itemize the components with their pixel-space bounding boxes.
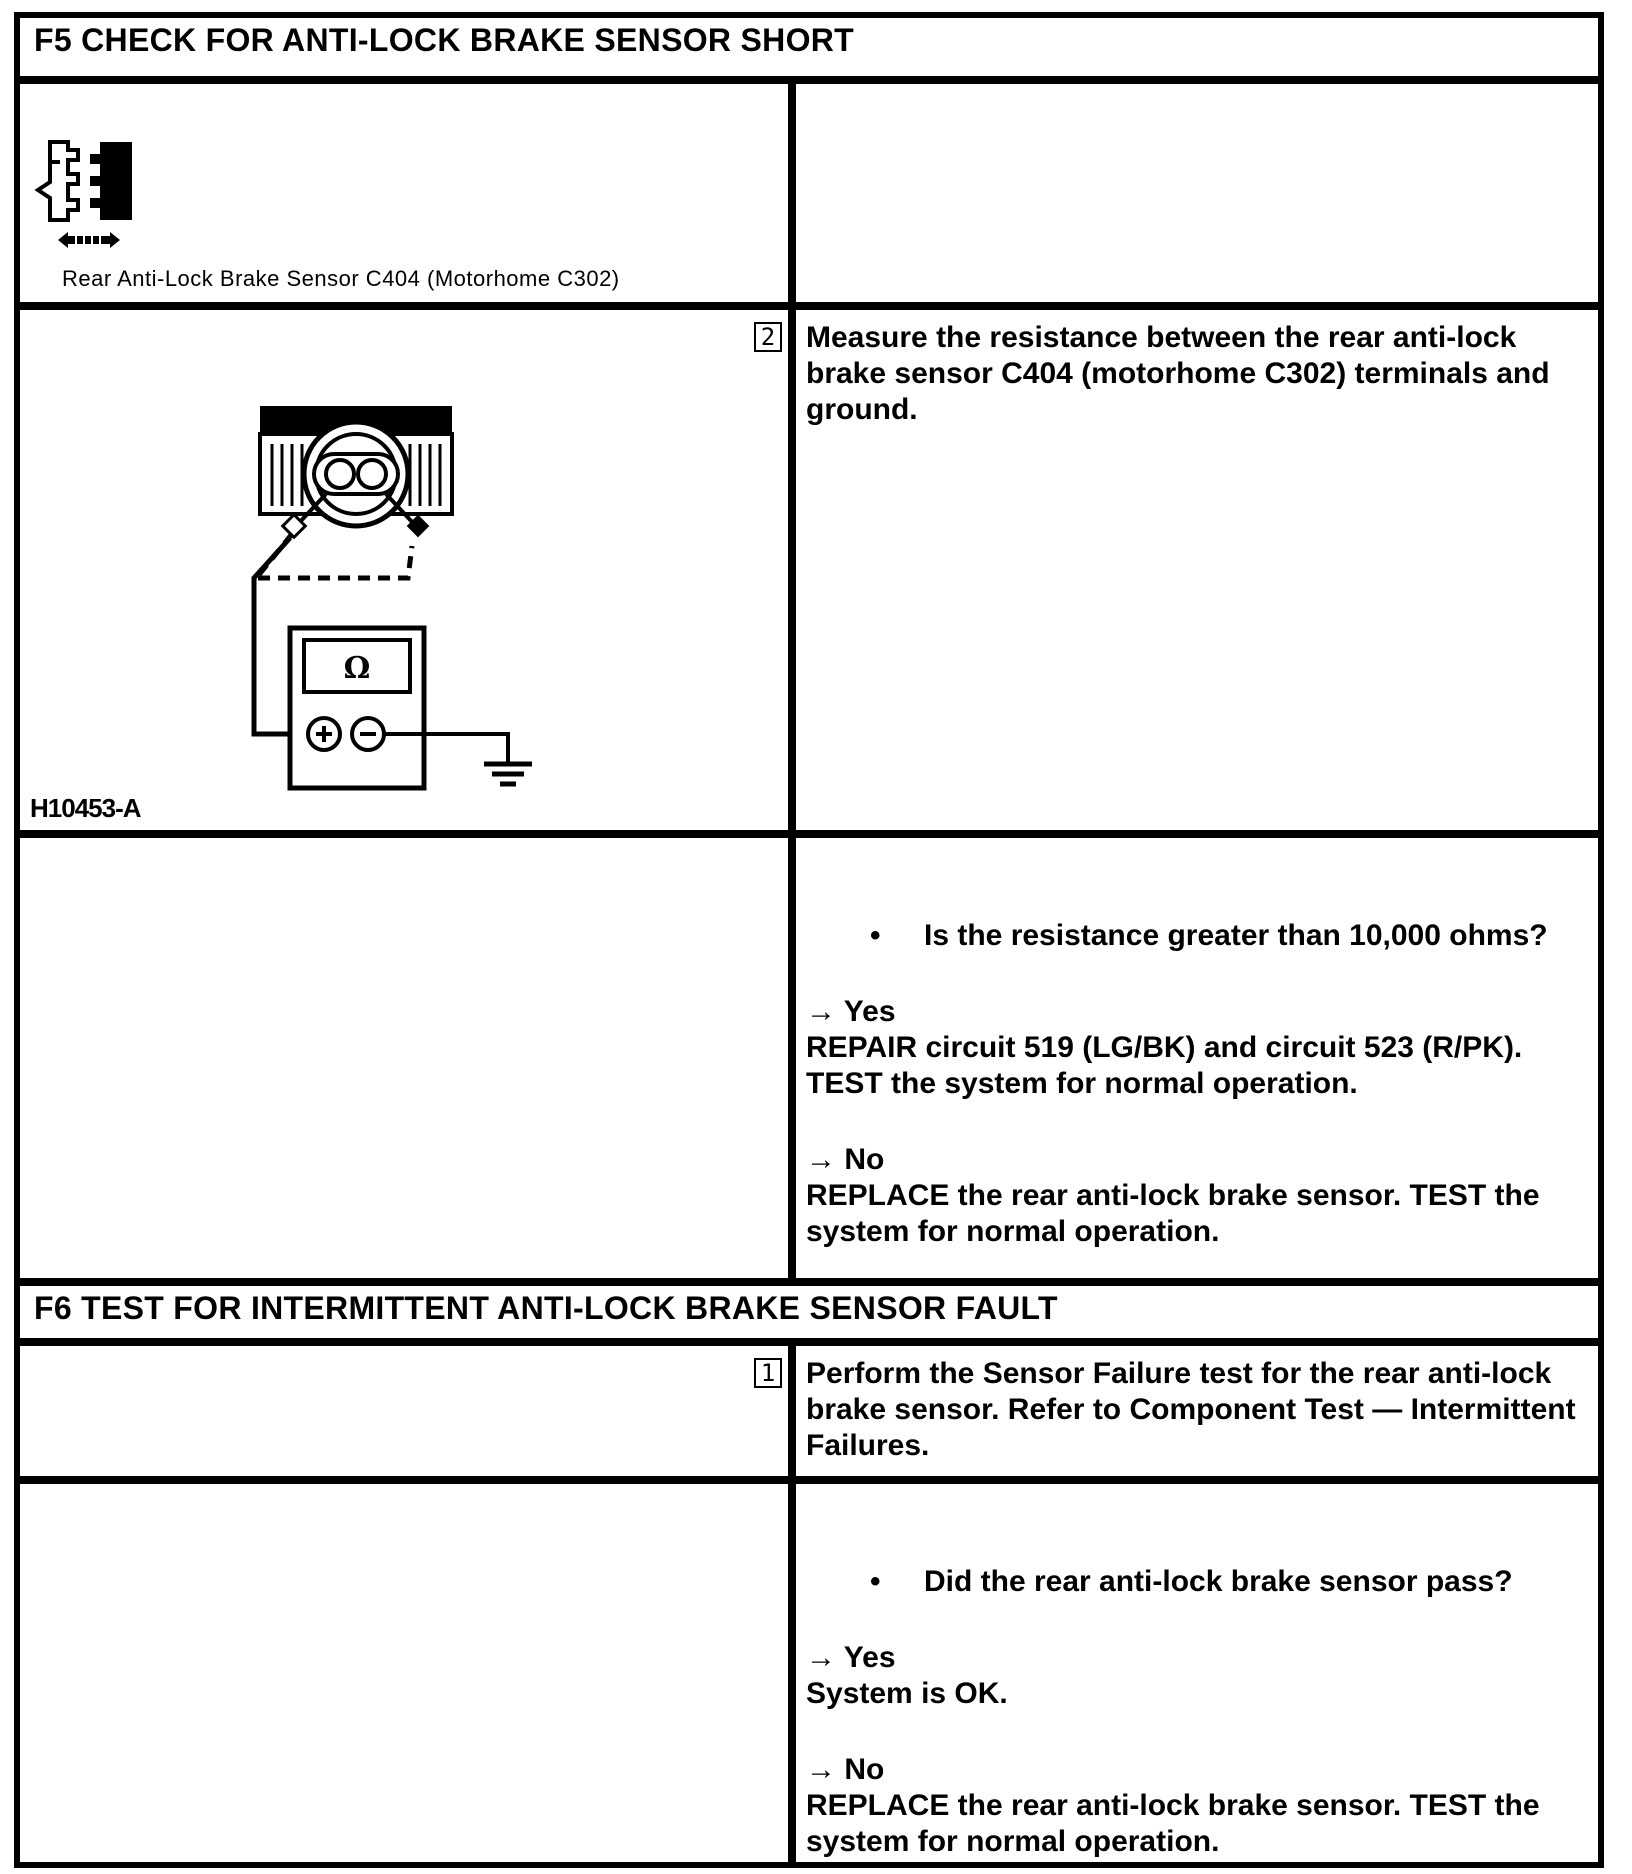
f5-step2-instruction: Measure the resistance between the rear anti-lock brake sensor C404 (motorhome C302) terminals and ground.	[806, 321, 1550, 426]
figure-id: H10453-A	[30, 793, 141, 823]
f5-question-text: Is the resistance greater than 10,000 ohms?	[924, 919, 1548, 952]
ground-symbol-icon	[484, 764, 532, 784]
meter-ohm-symbol: Ω	[343, 651, 371, 686]
ohmmeter-test-diagram	[200, 388, 620, 808]
f6-yes-text: System is OK.	[806, 1677, 1008, 1710]
f5-no-branch	[806, 1142, 1590, 1250]
arrow-right-icon: →	[806, 995, 836, 1028]
sensor-connector-icon	[260, 406, 452, 537]
f6-step1-instruction: Perform the Sensor Failure test for the rear anti-lock brake sensor. Refer to Component Test — Intermittent Failures.	[806, 1357, 1576, 1462]
procedure-table	[14, 12, 1604, 1868]
connector-disconnect-icon	[28, 128, 168, 258]
yes-label: Yes	[843, 1641, 896, 1674]
f5-step2-instruction-cell	[796, 310, 1598, 830]
f6-header	[20, 1286, 1598, 1338]
f5-connector-right-cell	[796, 84, 1598, 302]
f6-decision-left-cell	[20, 1484, 788, 1862]
bullet: •	[870, 919, 881, 952]
f6-decision-cell	[796, 1484, 1598, 1862]
f6-no-text: REPLACE the rear anti-lock brake sensor. TEST the system for normal operation.	[806, 1789, 1540, 1858]
yes-label: Yes	[843, 995, 896, 1028]
bullet: •	[870, 1565, 881, 1598]
arrow-right-icon: →	[806, 1143, 836, 1176]
f6-step1-left-cell	[20, 1346, 788, 1476]
f5-title: F5 CHECK FOR ANTI-LOCK BRAKE SENSOR SHORT	[34, 22, 855, 58]
f6-question	[806, 1564, 1590, 1600]
f5-question	[806, 918, 1590, 954]
f6-yes-branch	[806, 1640, 1590, 1712]
f6-no-branch	[806, 1752, 1590, 1860]
no-label: No	[844, 1143, 885, 1176]
f5-connector-cell	[20, 84, 788, 302]
f5-step2-figure-cell	[20, 310, 788, 830]
f5-yes-branch	[806, 994, 1590, 1102]
f6-title: F6 TEST FOR INTERMITTENT ANTI-LOCK BRAKE SENSOR FAULT	[34, 1290, 1058, 1326]
arrow-right-icon: →	[806, 1641, 836, 1674]
f5-yes-text: REPAIR circuit 519 (LG/BK) and circuit 523 (R/PK). TEST the system for normal operation.	[806, 1031, 1523, 1100]
ohmmeter-icon	[290, 628, 424, 788]
f5-decision-left-cell	[20, 838, 788, 1278]
f5-no-text: REPLACE the rear anti-lock brake sensor. TEST the system for normal operation.	[806, 1179, 1540, 1248]
f6-step1-instruction-cell	[796, 1346, 1598, 1476]
no-label: No	[844, 1753, 885, 1786]
connector-caption: Rear Anti-Lock Brake Sensor C404 (Motorhome C302)	[62, 266, 620, 291]
f5-decision-cell	[796, 838, 1598, 1278]
f6-question-text: Did the rear anti-lock brake sensor pass?	[924, 1565, 1513, 1598]
step-number-box: 2	[754, 322, 782, 352]
f5-header	[20, 18, 1598, 76]
arrow-right-icon: →	[806, 1753, 836, 1786]
step-number-box: 1	[754, 1358, 782, 1388]
